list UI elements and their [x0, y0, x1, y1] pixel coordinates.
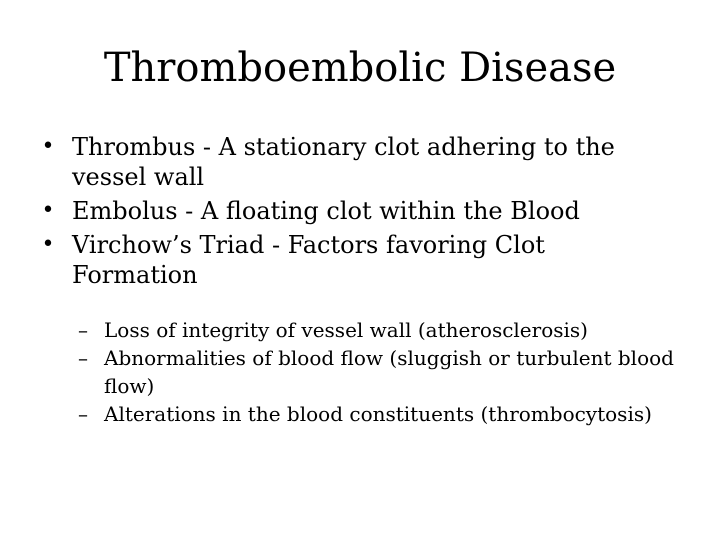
- slide-title: Thromboembolic Disease: [103, 45, 617, 91]
- bullet-list: [36, 132, 676, 294]
- sub-bullet-text: Alterations in the blood constituents (thrombocytosis): [104, 402, 652, 426]
- bullet-item: [36, 196, 676, 226]
- sub-bullet-text: Loss of integrity of vessel wall (atherosclerosis): [104, 318, 588, 342]
- bullet-item: [36, 230, 676, 290]
- bullet-marker: •: [41, 134, 55, 159]
- sub-bullet-item: [72, 344, 692, 400]
- sub-bullet-marker: –: [78, 346, 88, 370]
- bullet-text: Thrombus - A stationary clot adhering to the vessel wall: [72, 133, 615, 191]
- sub-bullet-item: [72, 400, 692, 428]
- sub-bullet-list: [72, 316, 692, 428]
- sub-bullet-item: [72, 316, 692, 344]
- bullet-marker: •: [41, 232, 55, 257]
- sub-bullet-marker: –: [78, 402, 88, 426]
- bullet-text: Embolus - A floating clot within the Blood: [72, 197, 580, 225]
- bullet-marker: •: [41, 198, 55, 223]
- bullet-item: [36, 132, 676, 192]
- sub-bullet-marker: –: [78, 318, 88, 342]
- bullet-text: Virchow’s Triad - Factors favoring Clot Formation: [72, 231, 545, 289]
- sub-bullet-text: Abnormalities of blood flow (sluggish or turbulent blood flow): [104, 346, 674, 398]
